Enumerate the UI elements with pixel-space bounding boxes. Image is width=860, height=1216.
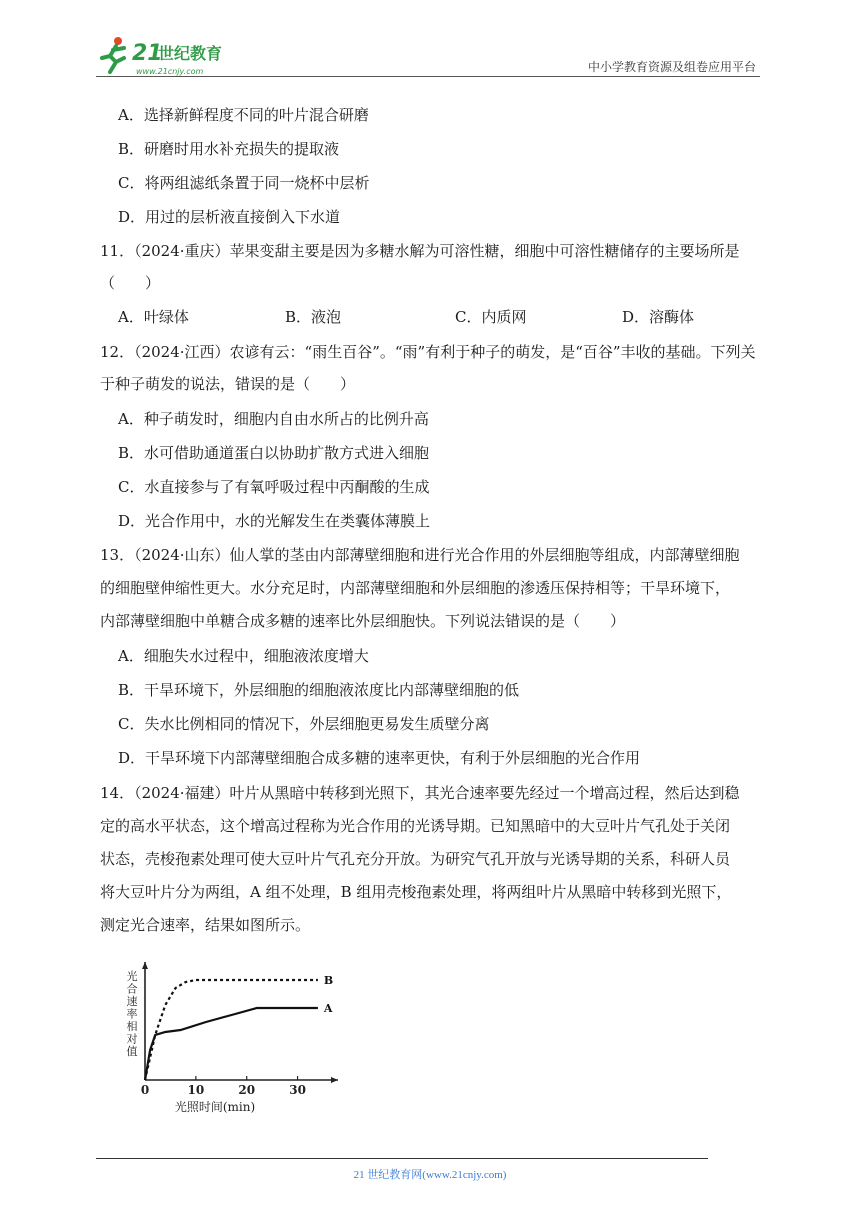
q13-option-d: D．干旱环境下内部薄壁细胞合成多糖的速率更快，有利于外层细胞的光合作用 xyxy=(118,749,641,767)
series-line-B xyxy=(145,980,318,1080)
q10-option-a: A．选择新鲜程度不同的叶片混合研磨 xyxy=(118,106,369,124)
q11-option-a: A．叶绿体 xyxy=(118,308,189,326)
q13-stem-cont1: 的细胞壁伸缩性更大。水分充足时，内部薄壁细胞和外层细胞的渗透压保持相等；干旱环境下， xyxy=(100,579,731,597)
q13-option-b: B．干旱环境下，外层细胞的细胞液浓度比内部薄壁细胞的低 xyxy=(118,681,520,699)
y-axis-arrow xyxy=(142,962,148,969)
q11-option-c: C．内质网 xyxy=(455,308,527,326)
svg-text:速: 速 xyxy=(126,995,138,1008)
svg-text:21: 21 xyxy=(132,41,163,66)
site-logo xyxy=(96,34,266,78)
platform-name: 中小学教育资源及组卷应用平台 xyxy=(587,60,756,74)
q14-stem-cont1: 定的高水平状态，这个增高过程称为光合作用的光诱导期。已知黑暗中的大豆叶片气孔处于关闭 xyxy=(100,817,731,835)
svg-text:相: 相 xyxy=(126,1020,138,1033)
q14-stem-cont2: 状态，壳梭孢素处理可使大豆叶片气孔充分开放。为研究气孔开放与光诱导期的关系，科研人员 xyxy=(100,850,731,868)
q14-stem: 14．（2024·福建）叶片从黑暗中转移到光照下，其光合速率要先经过一个增高过程，然后达到稳 xyxy=(100,784,740,802)
x-axis-label: 光照时间(min) xyxy=(174,1100,256,1114)
q12-option-d: D．光合作用中，水的光解发生在类囊体薄膜上 xyxy=(118,512,431,530)
q10-option-c: C．将两组滤纸条置于同一烧杯中层析 xyxy=(118,174,370,192)
svg-text:对: 对 xyxy=(126,1032,138,1046)
q12-stem: 12．（2024·江西）农谚有云：“雨生百谷”。“雨”有利于种子的萌发，是“百谷”丰收的基础。下列关 xyxy=(100,343,756,361)
q11-stem-cont: （ ） xyxy=(100,274,161,292)
q12-option-a: A．种子萌发时，细胞内自由水所占的比例升高 xyxy=(118,410,429,428)
page-header xyxy=(0,0,860,90)
q13-stem-cont2: 内部薄壁细胞中单糖合成多糖的速率比外层细胞快。下列说法错误的是（ ） xyxy=(100,612,626,630)
q11-option-b: B．液泡 xyxy=(285,308,342,326)
footer-text: 21 世纪教育网(www.21cnjy.com) xyxy=(353,1169,507,1181)
x-tick-label: 20 xyxy=(238,1083,256,1097)
q14-stem-cont4: 测定光合速率，结果如图所示。 xyxy=(100,916,311,934)
x-tick-label: 0 xyxy=(140,1083,150,1097)
y-axis-label xyxy=(127,969,138,1058)
series-label-A: A xyxy=(323,1002,333,1015)
logo-text: 世纪教育 xyxy=(158,44,223,63)
x-axis-arrow xyxy=(331,1077,338,1083)
svg-text:光: 光 xyxy=(126,970,138,983)
q13-option-c: C．失水比例相同的情况下，外层细胞更易发生质壁分离 xyxy=(118,715,490,733)
runner-icon xyxy=(102,37,124,72)
q13-stem: 13．（2024·山东）仙人掌的茎由内部薄壁细胞和进行光合作用的外层细胞等组成，内部薄壁细胞 xyxy=(100,546,740,564)
logo-url: www.21cnjy.com xyxy=(136,67,204,76)
q10-option-b: B．研磨时用水补充损失的提取液 xyxy=(118,140,340,158)
series-label-B: B xyxy=(323,974,334,987)
q12-stem-cont: 于种子萌发的说法，错误的是（ ） xyxy=(100,375,356,393)
x-tick-label: 10 xyxy=(187,1083,205,1097)
q14-stem-cont3: 将大豆叶片分为两组，A 组不处理，B 组用壳梭孢素处理，将两组叶片从黑暗中转移到光照下， xyxy=(100,883,732,901)
svg-text:合: 合 xyxy=(126,982,138,996)
q12-option-c: C．水直接参与了有氧呼吸过程中丙酮酸的生成 xyxy=(118,478,430,496)
x-tick-label: 30 xyxy=(289,1083,306,1097)
chart-axes xyxy=(127,962,339,1114)
q11-option-d: D．溶酶体 xyxy=(622,308,695,326)
q12-option-b: B．水可借助通道蛋白以协助扩散方式进入细胞 xyxy=(118,444,430,462)
header-divider xyxy=(96,76,760,77)
chart-plot xyxy=(145,974,333,1080)
svg-text:率: 率 xyxy=(126,1007,138,1021)
svg-text:值: 值 xyxy=(126,1045,138,1058)
q10-option-d: D．用过的层析液直接倒入下水道 xyxy=(118,208,341,226)
photosynthesis-chart xyxy=(118,956,358,1121)
q13-option-a: A．细胞失水过程中，细胞液浓度增大 xyxy=(118,647,369,665)
footer-divider xyxy=(96,1158,708,1159)
q11-stem: 11．（2024·重庆）苹果变甜主要是因为多糖水解为可溶性糖，细胞中可溶性糖储存的主要场所是 xyxy=(100,242,740,260)
series-line-A xyxy=(145,1008,318,1080)
